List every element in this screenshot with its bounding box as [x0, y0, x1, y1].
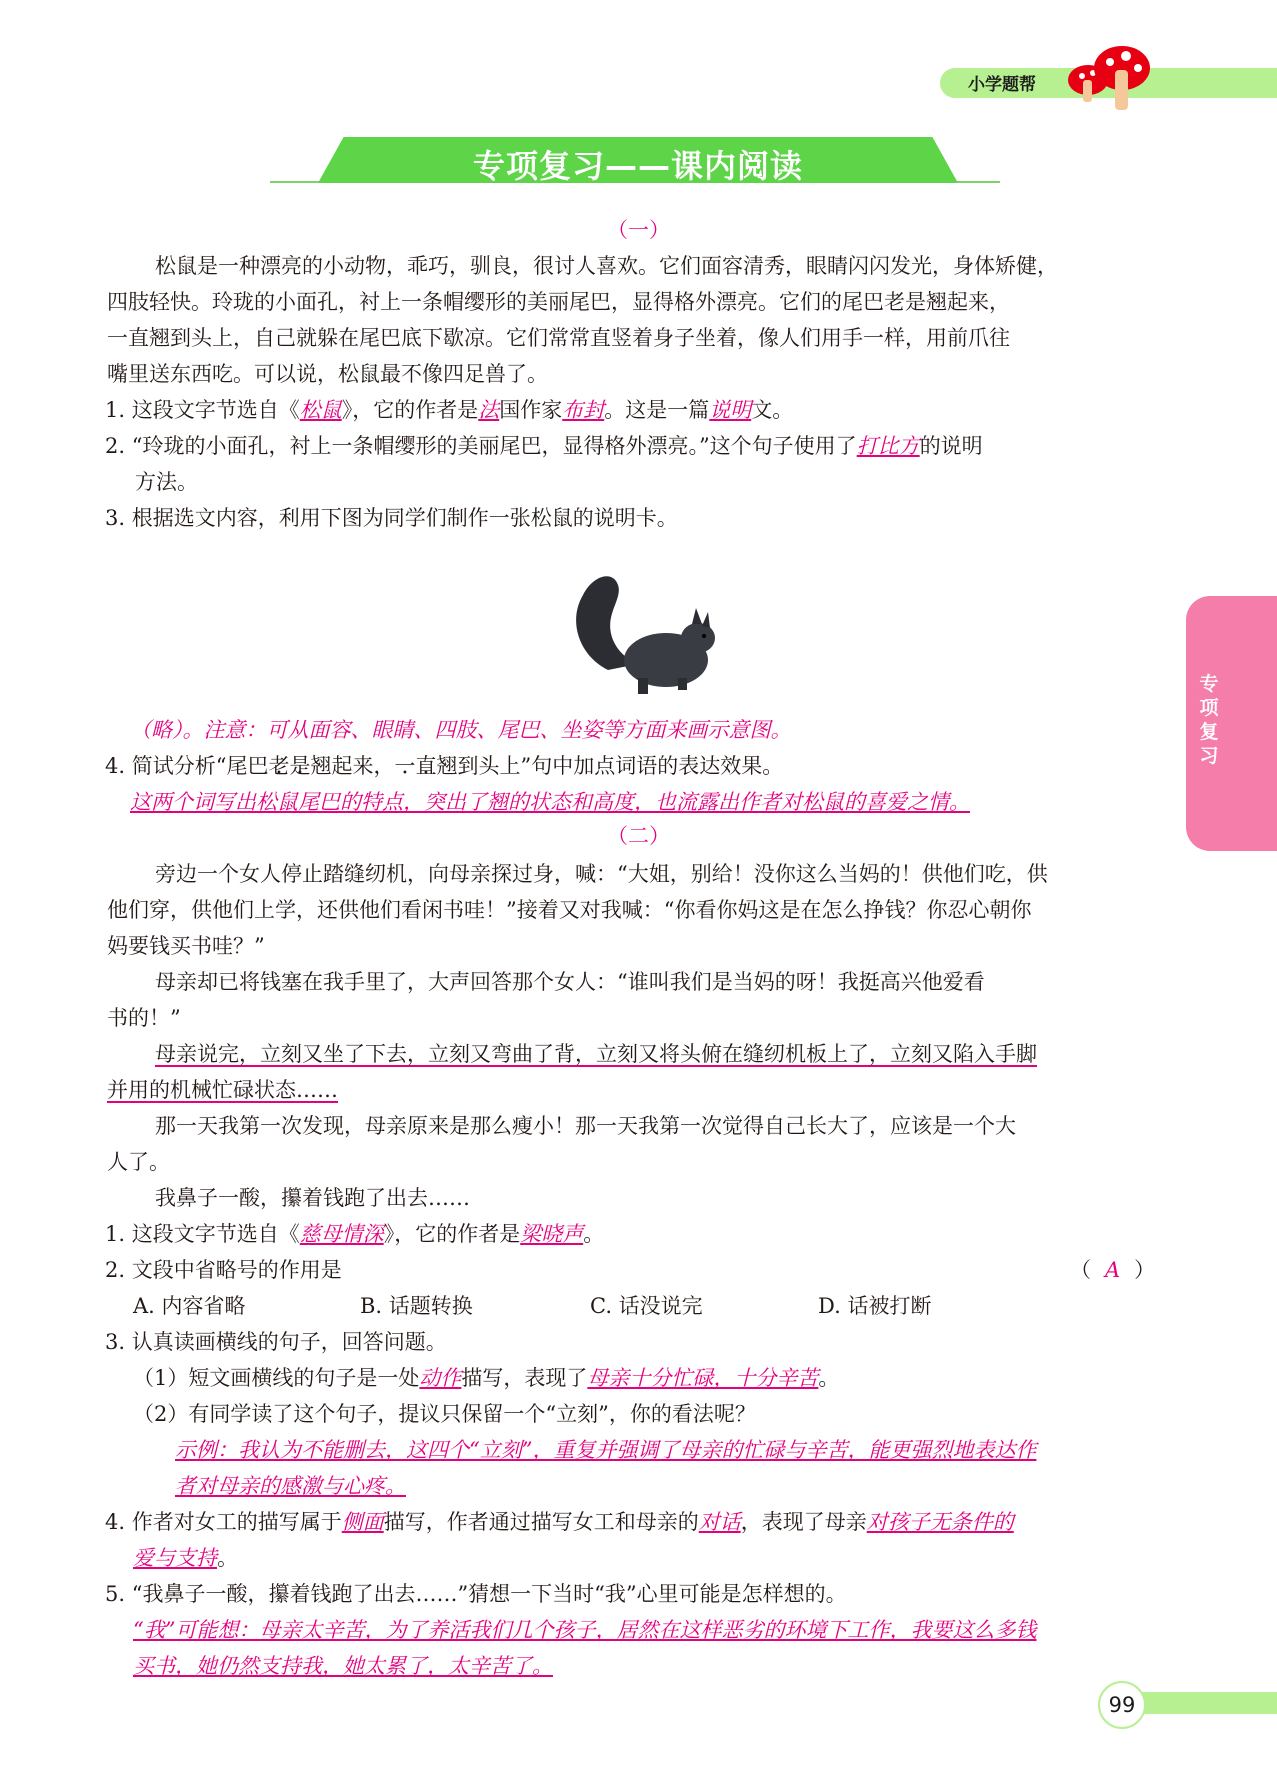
answer: 说明: [709, 398, 752, 422]
question-2-2: 2. 文段中省略号的作用是: [105, 1258, 342, 1282]
dotted-word: 直: [415, 754, 437, 778]
dotted-word: 老: [268, 754, 290, 778]
answer: 母亲十分忙碌，十分辛苦: [587, 1366, 819, 1390]
question-1: [105, 392, 793, 428]
passage-line: 那一天我第一次发现，母亲原来是那么瘦小！那一天我第一次觉得自己长大了，应该是一个大: [155, 1114, 1016, 1138]
question-2-5: 5. “我鼻子一酸，攥着钱跑了出去……”猜想一下当时“我”心里可能是怎样想的。: [105, 1582, 847, 1606]
question-2-cont: 方法。: [135, 470, 198, 494]
option-a: A. 内容省略: [133, 1294, 246, 1318]
answer: 动作: [419, 1366, 462, 1390]
footer-bar: [1125, 1692, 1277, 1714]
answer-2-3-2: 者对母亲的感激与心疼。: [175, 1474, 406, 1498]
answer-4: 这两个词写出松鼠尾巴的特点，突出了翘的状态和高度，也流露出作者对松鼠的喜爱之情。: [130, 790, 970, 814]
dotted-word: 一: [394, 754, 416, 778]
question-2-3-1: [133, 1360, 839, 1396]
q-text: 翘到头上”句中加点词语的表达效果。: [436, 754, 784, 778]
answer: 布封: [562, 398, 605, 422]
q-text: 文。: [751, 398, 794, 422]
section-1-label: （一）: [607, 218, 670, 242]
answer: 打比方: [856, 434, 920, 458]
q-text: 描写，作者通过描写女工和母亲的: [383, 1510, 699, 1534]
brand-label: 小学题帮: [968, 75, 1036, 95]
q-text: 翘起来，: [310, 754, 395, 778]
squirrel-image: [568, 560, 728, 700]
answer: 爱与支持: [133, 1546, 217, 1570]
answer: 梁晓声: [520, 1222, 584, 1246]
answer: 慈母情深: [299, 1222, 384, 1246]
q-text: 1. 这段文字节选自《: [105, 1222, 300, 1246]
passage-line: 他们穿，供他们上学，还供他们看闲书哇！”接着又对我喊：“你看你妈这是在怎么挣钱？你忍心朝你: [107, 898, 1032, 922]
answer: 法: [478, 398, 500, 422]
underlined-line: 母亲说完，立刻又坐了下去，立刻又弯曲了背，立刻又将头俯在缝纫机板上了，立刻又陷入手脚: [155, 1042, 1037, 1066]
q-text: 2. “玲珑的小面孔，衬上一条帽缨形的美丽尾巴，显得格外漂亮。”这个句子使用了: [105, 434, 857, 458]
question-3: 3. 根据选文内容，利用下图为同学们制作一张松鼠的说明卡。: [105, 506, 678, 530]
passage-line: 一直翘到头上，自己就躲在尾巴底下歇凉。它们常常直竖着身子坐着，像人们用手一样，用前爪往: [107, 326, 1010, 350]
question-2-4-cont: [133, 1540, 238, 1576]
passage-line: 松鼠是一种漂亮的小动物，乖巧，驯良，很讨人喜欢。它们面容清秀，眼睛闪闪发光，身体矫健，: [155, 254, 1058, 278]
q-text: 的说明: [919, 434, 983, 458]
q-text: 国作家: [499, 398, 563, 422]
passage-line: 母亲却已将钱塞在我手里了，大声回答那个女人：“谁叫我们是当妈的呀！我挺高兴他爱看: [155, 970, 985, 994]
passage-line: 旁边一个女人停止踏缝纫机，向母亲探过身，喊：“大姐，别给！没你这么当妈的！供他们吃，供: [155, 862, 1048, 886]
question-2-3-2: （2）有同学读了这个句子，提议只保留一个“立刻”，你的看法呢？: [133, 1402, 756, 1426]
passage-line: 嘴里送东西吃。可以说，松鼠最不像四足兽了。: [107, 362, 548, 386]
passage-line: 我鼻子一酸，攥着钱跑了出去……: [155, 1186, 470, 1210]
q-text: 1. 这段文字节选自《: [105, 398, 300, 422]
answer-2-5: “我”可能想：母亲太辛苦，为了养活我们几个孩子，居然在这样恶劣的环境下工作，我要这么多钱: [133, 1618, 1037, 1642]
passage-line: 妈要钱买书哇？”: [107, 934, 265, 958]
answer-paren: [1070, 1252, 1155, 1288]
page-title: 专项复习——课内阅读: [472, 147, 803, 185]
q-text: 。: [217, 1546, 238, 1570]
answer: 对话: [698, 1510, 741, 1534]
answer-2-5: 买书，她仍然支持我，她太累了，太辛苦了。: [133, 1654, 553, 1678]
q-text: 4. 简试分析“尾巴: [105, 754, 269, 778]
paren: （: [1070, 1258, 1091, 1282]
underlined-line: 并用的机械忙碌状态……: [107, 1078, 338, 1102]
question-4: [105, 748, 783, 784]
q-text: 》，它的作者是: [383, 1222, 521, 1246]
dotted-word: 是: [289, 754, 311, 778]
question-2: [105, 428, 983, 464]
q-text: （1）短文画横线的句子是一处: [133, 1366, 420, 1390]
answer-2-3-2: 示例：我认为不能删去，这四个“立刻”，重复并强调了母亲的忙碌与辛苦，能更强烈地表达作: [175, 1438, 1037, 1462]
passage-line: 书的！”: [107, 1006, 181, 1030]
page-number: 99: [1098, 1681, 1146, 1729]
option-c: C. 话没说完: [590, 1294, 703, 1318]
passage-line: 四肢轻快。玲珑的小面孔，衬上一条帽缨形的美丽尾巴，显得格外漂亮。它们的尾巴老是翘起来，: [107, 290, 1010, 314]
option-d: D. 话被打断: [818, 1294, 932, 1318]
paren: ）: [1134, 1258, 1156, 1282]
q-text: 。: [818, 1366, 840, 1390]
answer: 对孩子无条件的: [866, 1510, 1014, 1534]
q-text: 。: [583, 1222, 605, 1246]
answer-3: （略）。注意：可从面容、眼睛、四肢、尾巴、坐姿等方面来画示意图。: [130, 718, 792, 742]
q-text: 描写，表现了: [461, 1366, 588, 1390]
answer: 松鼠: [299, 398, 342, 422]
question-2-3: 3. 认真读画横线的句子，回答问题。: [105, 1330, 447, 1354]
option-b: B. 话题转换: [360, 1294, 473, 1318]
q-text: ，表现了母亲: [740, 1510, 867, 1534]
section-2-label: （二）: [607, 824, 670, 848]
question-2-1: [105, 1216, 604, 1252]
question-2-4: [105, 1504, 1014, 1540]
side-tab-label: 专项复习: [1199, 673, 1219, 767]
answer: A: [1105, 1258, 1121, 1282]
answer: 侧面: [341, 1510, 384, 1534]
q-text: 4. 作者对女工的描写属于: [105, 1510, 342, 1534]
q-text: 》，它的作者是: [341, 398, 479, 422]
passage-line: 人了。: [107, 1150, 170, 1174]
q-text: 。这是一篇: [604, 398, 710, 422]
mushroom-icon: [1060, 40, 1160, 120]
